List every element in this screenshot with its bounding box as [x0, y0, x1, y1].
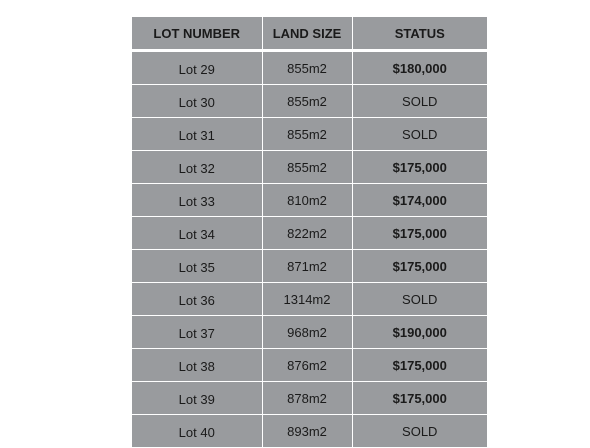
table-row: [132, 349, 487, 382]
land-size-cell: 876m2: [262, 349, 352, 382]
lot-number-cell: Lot 33: [132, 184, 262, 217]
status-sold-cell: SOLD: [352, 118, 487, 151]
land-size-cell: 855m2: [262, 151, 352, 184]
table-header: [132, 17, 487, 51]
table-row: [132, 283, 487, 316]
status-price-cell: $180,000: [352, 51, 487, 85]
land-size-cell: 1314m2: [262, 283, 352, 316]
table-row: [132, 184, 487, 217]
lot-number-cell: Lot 34: [132, 217, 262, 250]
land-size-cell: 878m2: [262, 382, 352, 415]
land-size-cell: 855m2: [262, 85, 352, 118]
table-row: [132, 250, 487, 283]
lot-number-cell: Lot 39: [132, 382, 262, 415]
status-price-cell: $175,000: [352, 382, 487, 415]
status-sold-cell: SOLD: [352, 85, 487, 118]
status-price-cell: $175,000: [352, 349, 487, 382]
lot-number-cell: Lot 32: [132, 151, 262, 184]
lot-number-cell: Lot 29: [132, 51, 262, 85]
header-row: [132, 17, 487, 51]
lot-pricing-table: [132, 17, 487, 448]
land-size-cell: 855m2: [262, 118, 352, 151]
lot-number-cell: Lot 38: [132, 349, 262, 382]
land-size-cell: 855m2: [262, 51, 352, 85]
table-body: [132, 51, 487, 448]
header-status: STATUS: [352, 17, 487, 51]
lot-number-cell: Lot 35: [132, 250, 262, 283]
lot-number-cell: Lot 40: [132, 415, 262, 448]
lot-number-cell: Lot 31: [132, 118, 262, 151]
status-sold-cell: SOLD: [352, 283, 487, 316]
table-row: [132, 118, 487, 151]
land-size-cell: 810m2: [262, 184, 352, 217]
land-size-cell: 822m2: [262, 217, 352, 250]
table-row: [132, 51, 487, 85]
table-row: [132, 85, 487, 118]
land-size-cell: 893m2: [262, 415, 352, 448]
table-row: [132, 151, 487, 184]
status-price-cell: $190,000: [352, 316, 487, 349]
header-lot-number: LOT NUMBER: [132, 17, 262, 51]
table-row: [132, 217, 487, 250]
status-sold-cell: SOLD: [352, 415, 487, 448]
lot-number-cell: Lot 36: [132, 283, 262, 316]
lot-number-cell: Lot 30: [132, 85, 262, 118]
land-size-cell: 871m2: [262, 250, 352, 283]
land-size-cell: 968m2: [262, 316, 352, 349]
header-land-size: LAND SIZE: [262, 17, 352, 51]
status-price-cell: $174,000: [352, 184, 487, 217]
lot-number-cell: Lot 37: [132, 316, 262, 349]
table-row: [132, 415, 487, 448]
status-price-cell: $175,000: [352, 250, 487, 283]
status-price-cell: $175,000: [352, 151, 487, 184]
table-row: [132, 316, 487, 349]
status-price-cell: $175,000: [352, 217, 487, 250]
